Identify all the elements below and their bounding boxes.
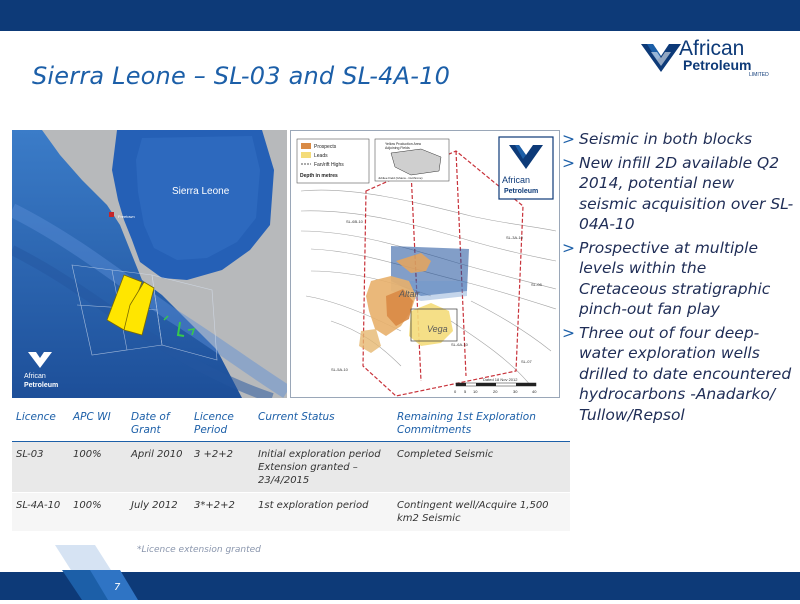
column-header: Current Status	[254, 408, 393, 442]
table-cell: 3*+2+2	[190, 493, 254, 532]
location-map-graphic	[12, 130, 287, 398]
page-number: 7	[114, 582, 121, 593]
bullet-text: Prospective at multiple levels within the Cretaceous stratigraphic pinch-out fan play	[579, 238, 771, 318]
company-logo	[641, 37, 776, 78]
top-banner	[0, 0, 800, 31]
inset-map	[375, 139, 449, 181]
legend-item-leads: Leads	[314, 153, 328, 159]
table-cell: SL-4A-10	[12, 493, 69, 532]
sierra-leone-location-map	[12, 130, 287, 398]
inset-note: Jubilee Field (Ghana - Cutthrone)	[378, 176, 423, 180]
block-label: SL-08	[531, 282, 542, 287]
table-header-row	[12, 408, 570, 442]
table-footnote: *Licence extension granted	[137, 545, 261, 555]
column-header: Licence	[12, 408, 69, 442]
table-cell: July 2012	[127, 493, 190, 532]
table-cell: April 2010	[127, 442, 190, 493]
column-header: Date of Grant	[127, 408, 190, 442]
prospect-map-graphic	[291, 131, 559, 397]
inset-title: Yellow Production Area	[385, 142, 421, 146]
logo-text-line2: Petroleum	[683, 57, 752, 73]
bullet-item	[562, 153, 794, 235]
bullet-chevron-icon: >	[562, 153, 575, 172]
map-logo-line1: African	[24, 373, 46, 380]
logo-text-line1: African	[679, 37, 745, 60]
city-label: Freetown	[118, 214, 135, 219]
legend-item-prospects: Prospects	[314, 144, 337, 150]
bullet-chevron-icon: >	[562, 238, 575, 257]
map-legend	[297, 139, 369, 183]
table-cell: Initial exploration period Extension granted – 23/4/2015	[254, 442, 393, 493]
licence-table	[12, 408, 570, 531]
block-label: SL-3A-10	[506, 235, 523, 240]
block-label: SL-6B-10	[346, 219, 363, 224]
map-logo-line2: Petroleum	[504, 188, 539, 195]
scale-tick: 40	[532, 389, 537, 394]
column-header: Licence Period	[190, 408, 254, 442]
map-logo-box	[499, 137, 553, 199]
scale-tick: 5	[464, 389, 467, 394]
prospect-block-map	[290, 130, 560, 398]
column-header: APC WI	[69, 408, 127, 442]
block-label: SL-6A-10	[451, 342, 468, 347]
scale-tick: 30	[513, 389, 518, 394]
bullet-item	[562, 129, 794, 150]
block-label: SL-5A-10	[331, 367, 348, 372]
bullet-text: New infill 2D available Q2 2014, potential new seismic acquisition over SL-04A-10	[579, 153, 794, 233]
table-cell: Contingent well/Acquire 1,500 km2 Seismic	[393, 493, 570, 532]
bullet-item	[562, 238, 794, 320]
legend-depth-note: Depth in metres	[300, 173, 338, 179]
table-cell: SL-03	[12, 442, 69, 493]
column-header: Remaining 1st Exploration Commitments	[393, 408, 570, 442]
table-cell: 3 +2+2	[190, 442, 254, 493]
bullet-chevron-icon: >	[562, 130, 575, 148]
country-label: Sierra Leone	[172, 186, 230, 197]
scale-tick: 10	[473, 389, 478, 394]
scale-note: Dated 18 Nov 2012	[483, 377, 518, 382]
table-row	[12, 442, 570, 493]
inset-subtitle: Adjoining Fields	[385, 146, 410, 150]
table-cell: 100%	[69, 442, 127, 493]
bullet-chevron-icon: >	[562, 323, 575, 342]
logo-text-line3: LIMITED	[749, 72, 769, 78]
table-row	[12, 493, 570, 532]
logo-chevron-icon	[641, 40, 681, 74]
bullet-text: Seismic in both blocks	[579, 130, 753, 148]
map-logo-line1: African	[502, 175, 531, 185]
slide-title: Sierra Leone – SL-03 and SL-4A-10	[32, 62, 451, 90]
scale-tick: 0	[454, 389, 457, 394]
scale-tick: 20	[493, 389, 498, 394]
prospect-vega-label: Vega	[427, 324, 448, 334]
table-cell: 1st exploration period	[254, 493, 393, 532]
bullet-text: Three out of four deep-water exploration wells drilled to date encountered hydrocarbons -Anadarko/ Tullow/Repsol	[579, 323, 792, 424]
legend-item-highs: Fan/rift Highs	[314, 162, 344, 168]
block-label: SL-07	[521, 359, 532, 364]
bullet-item	[562, 323, 794, 426]
table-cell: Completed Seismic	[393, 442, 570, 493]
key-points-list	[562, 129, 794, 428]
prospect-altair-label: Altair	[399, 289, 420, 299]
table-cell: 100%	[69, 493, 127, 532]
map-logo-line2: Petroleum	[24, 382, 59, 389]
